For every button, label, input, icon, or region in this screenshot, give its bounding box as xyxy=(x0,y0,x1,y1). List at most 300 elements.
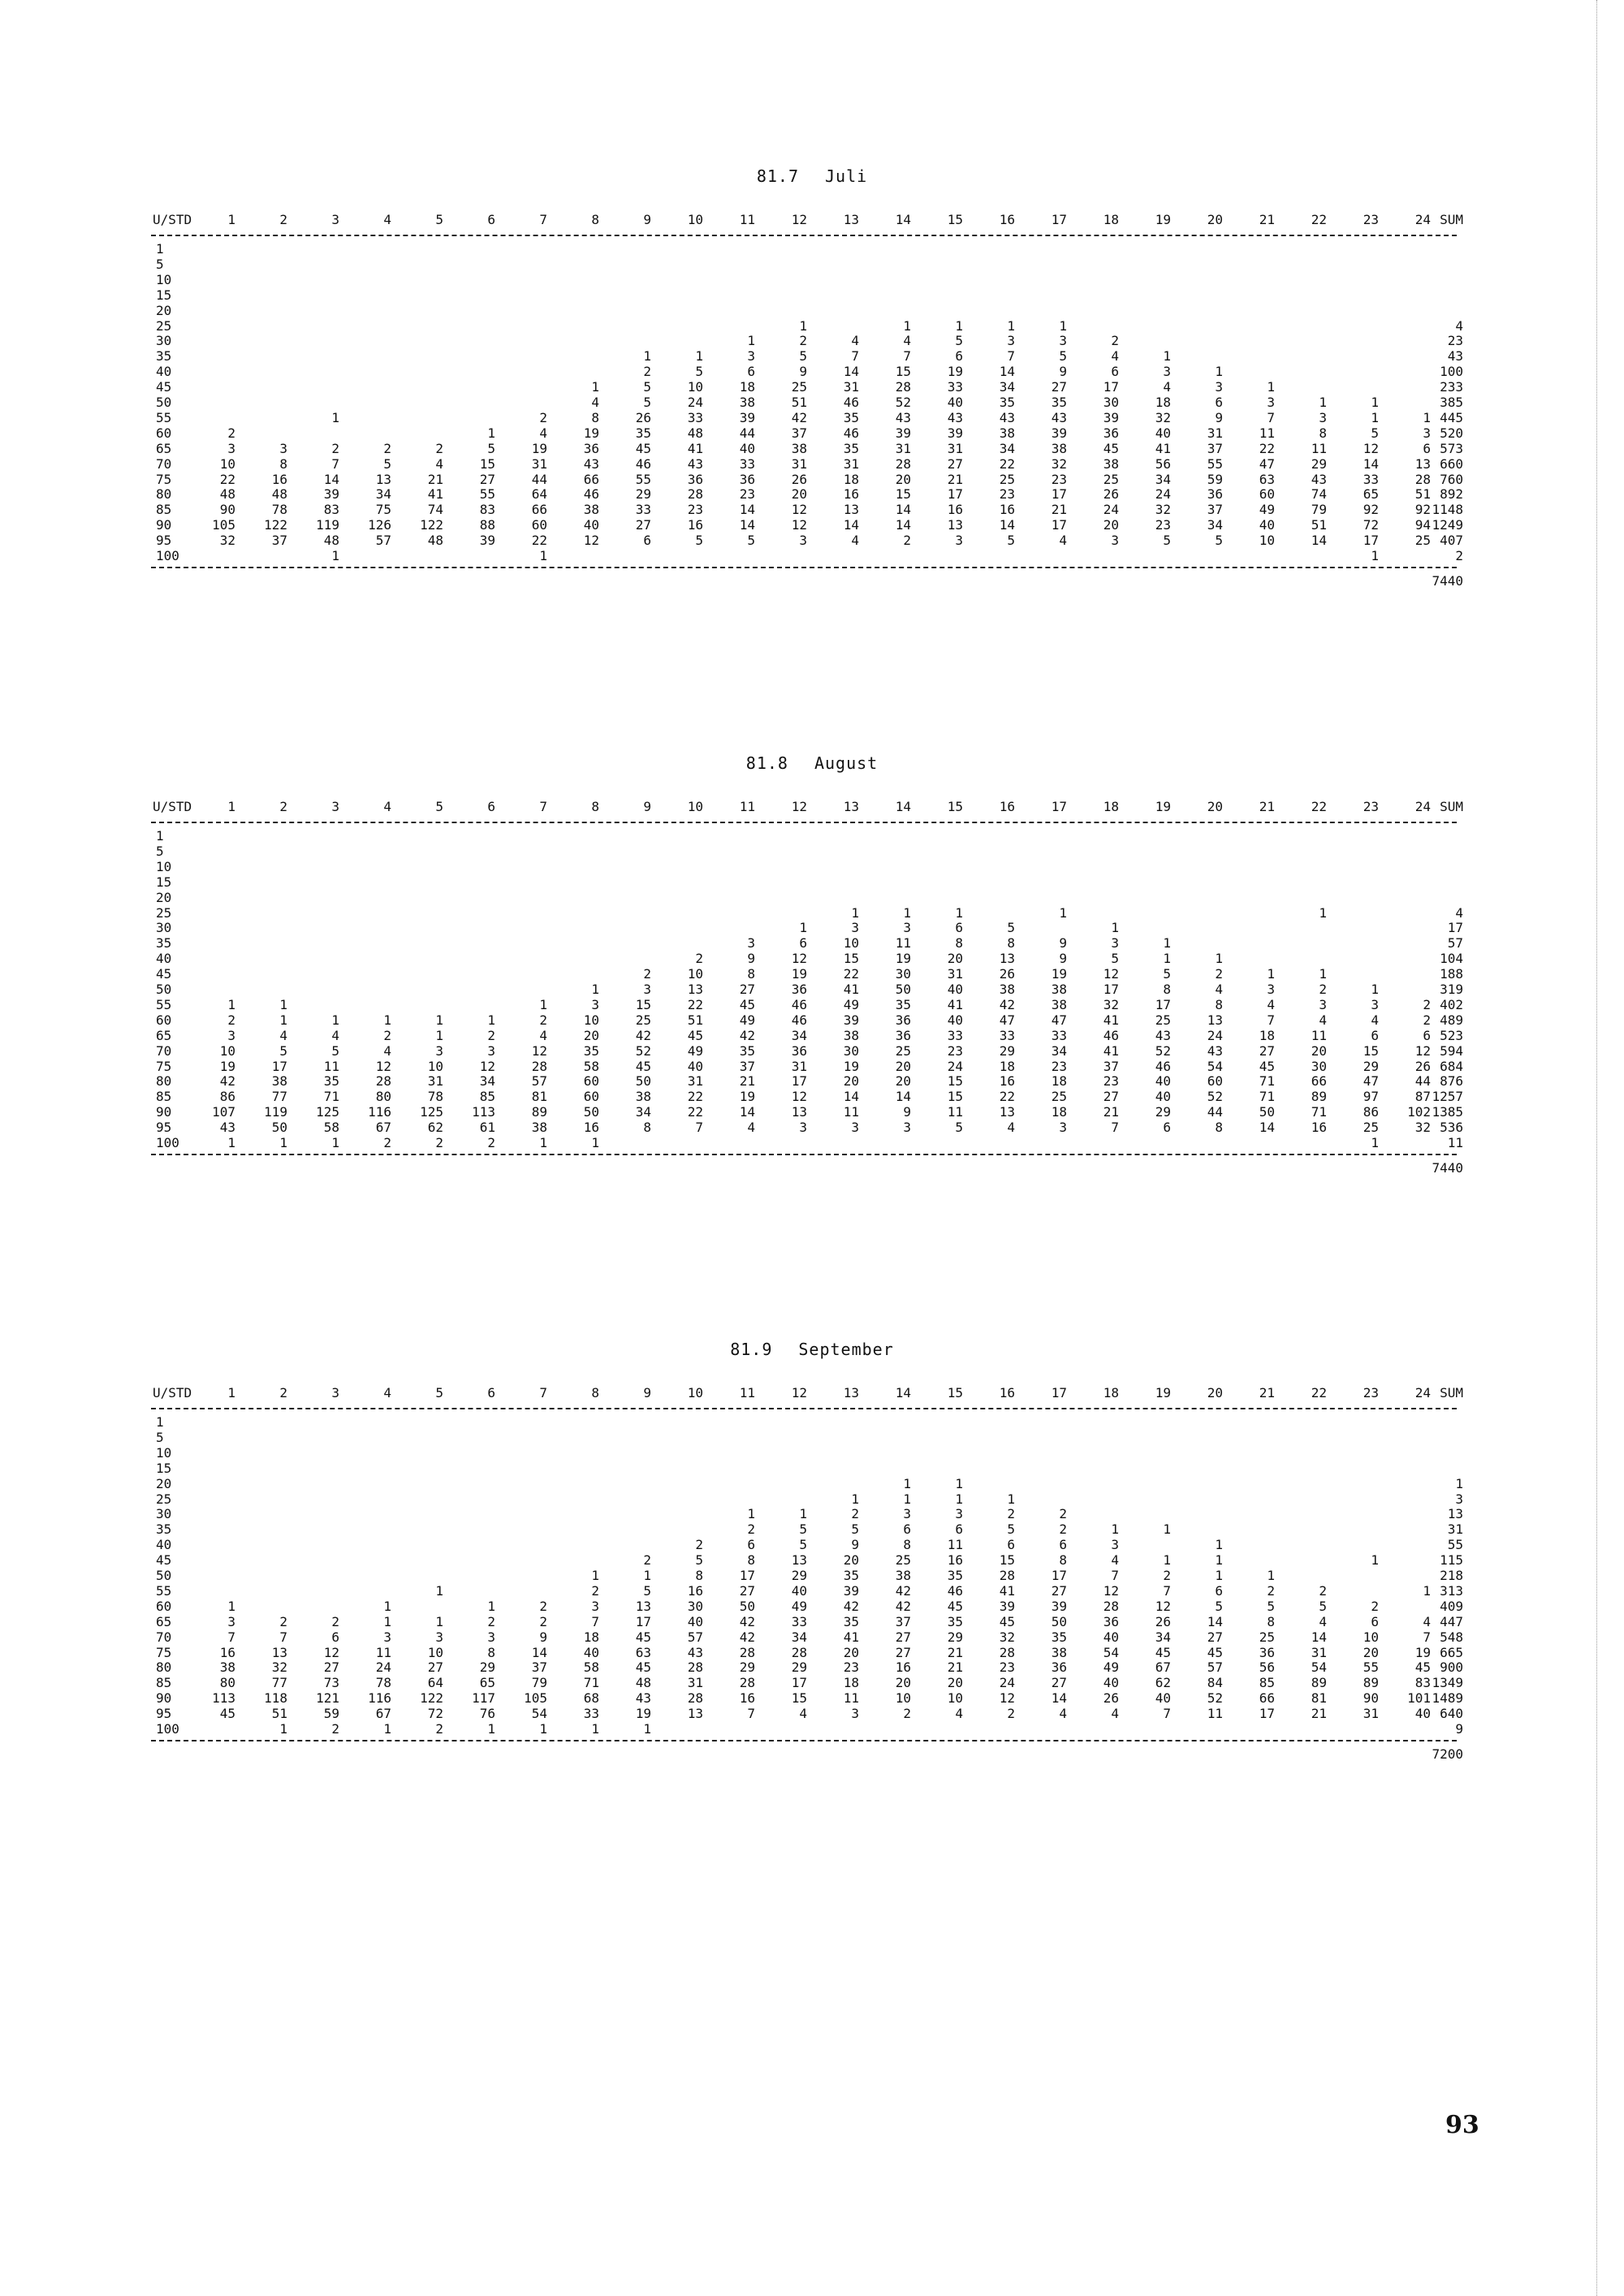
table-cell: 27 xyxy=(1051,1582,1067,1599)
table-cell: 1 xyxy=(1319,395,1327,410)
hour-header: 22 xyxy=(1311,799,1327,814)
speed-class-label: 50 xyxy=(156,982,172,997)
table-cell: 29 xyxy=(999,1042,1015,1059)
table-cell: 27 xyxy=(1051,379,1067,395)
hour-header: 19 xyxy=(1155,1385,1171,1400)
row-sum: 57 xyxy=(1447,935,1463,952)
table-cell: 60 xyxy=(583,1089,599,1105)
table-cell: 14 xyxy=(1311,533,1327,549)
table-cell: 13 xyxy=(947,517,963,533)
table-cell: 40 xyxy=(1155,1089,1171,1105)
table-cell: 7 xyxy=(747,1706,755,1722)
table-cell: 12 xyxy=(1103,1582,1119,1599)
table-cell: 17 xyxy=(791,1675,807,1691)
row-sum: 11 xyxy=(1447,1135,1463,1150)
table-cell: 3 xyxy=(383,1629,391,1645)
table-cell: 5 xyxy=(643,379,651,395)
table-cell: 26 xyxy=(1415,1058,1431,1074)
table-cell: 78 xyxy=(375,1675,391,1691)
table-cell: 51 xyxy=(271,1706,287,1722)
header-divider xyxy=(151,235,1457,236)
table-cell: 2 xyxy=(487,1027,495,1043)
table-cell: 6 xyxy=(955,920,963,936)
table-cell: 2 xyxy=(1215,966,1223,982)
table-cell: 50 xyxy=(895,982,911,997)
speed-class-label: 20 xyxy=(156,1475,172,1491)
table-cell: 46 xyxy=(791,996,807,1012)
table-cell: 4 xyxy=(1215,982,1223,997)
table-cell: 46 xyxy=(1155,1058,1171,1074)
table-cell: 18 xyxy=(843,471,859,487)
table-cell: 33 xyxy=(999,1027,1015,1043)
table-cell: 101 xyxy=(1407,1690,1431,1707)
table-cell: 42 xyxy=(739,1027,755,1043)
table-cell: 19 xyxy=(895,951,911,967)
speed-class-label: 85 xyxy=(156,502,172,518)
header-divider xyxy=(151,1408,1457,1409)
table-cell: 3 xyxy=(591,996,599,1012)
table-cell: 10 xyxy=(427,1644,443,1660)
table-cell: 31 xyxy=(791,1058,807,1074)
table-cell: 24 xyxy=(1155,486,1171,503)
table-cell: 39 xyxy=(843,1582,859,1599)
table-cell: 74 xyxy=(427,502,443,518)
hour-header: 5 xyxy=(435,212,443,227)
table-cell: 8 xyxy=(747,1552,755,1569)
table-cell: 2 xyxy=(695,951,703,967)
hour-header: 9 xyxy=(643,1385,651,1400)
table-cell: 12 xyxy=(1155,1598,1171,1614)
table-cell: 50 xyxy=(739,1598,755,1614)
table-cell: 7 xyxy=(227,1629,235,1645)
table-cell: 1 xyxy=(1319,904,1327,921)
speed-class-label: 30 xyxy=(156,333,172,349)
table-cell: 3 xyxy=(1319,996,1327,1012)
row-sum: 684 xyxy=(1440,1058,1463,1074)
table-cell: 20 xyxy=(843,1552,859,1569)
table-cell: 1 xyxy=(1215,364,1223,380)
table-cell: 36 xyxy=(1207,486,1223,503)
table-cell: 10 xyxy=(583,1012,599,1028)
table-cell: 73 xyxy=(323,1675,339,1691)
table-cell: 35 xyxy=(1051,1629,1067,1645)
table-cell: 36 xyxy=(687,471,703,487)
table-cell: 16 xyxy=(739,1690,755,1707)
table-cell: 3 xyxy=(1215,379,1223,395)
table-cell: 4 xyxy=(1111,1706,1119,1722)
hour-header: 20 xyxy=(1207,212,1223,227)
table-cell: 4 xyxy=(1267,996,1275,1012)
table-cell: 20 xyxy=(843,1644,859,1660)
table-cell: 20 xyxy=(1363,1644,1379,1660)
table-cell: 33 xyxy=(947,1027,963,1043)
table-cell: 36 xyxy=(1051,1659,1067,1676)
table-cell: 3 xyxy=(851,920,859,936)
table-cell: 37 xyxy=(1207,440,1223,456)
table-cell: 119 xyxy=(264,1104,287,1120)
table-cell: 26 xyxy=(635,409,651,425)
row-sum: 218 xyxy=(1440,1568,1463,1583)
table-cell: 14 xyxy=(843,364,859,380)
table-cell: 21 xyxy=(427,471,443,487)
table-cell: 32 xyxy=(1103,996,1119,1012)
table-cell: 12 xyxy=(791,1089,807,1105)
table-cell: 25 xyxy=(1415,533,1431,549)
row-sum: 188 xyxy=(1440,966,1463,982)
table-cell: 22 xyxy=(687,996,703,1012)
table-cell: 4 xyxy=(1163,379,1171,395)
table-cell: 29 xyxy=(947,1629,963,1645)
hour-header: 19 xyxy=(1155,212,1171,227)
table-cell: 29 xyxy=(635,486,651,503)
table-cell: 68 xyxy=(583,1690,599,1707)
footer-divider xyxy=(151,1154,1457,1155)
table-cell: 2 xyxy=(435,1135,443,1150)
table-cell: 40 xyxy=(947,1012,963,1028)
speed-class-label: 80 xyxy=(156,486,172,503)
table-cell: 28 xyxy=(375,1073,391,1090)
table-cell: 14 xyxy=(895,502,911,518)
speed-class-label: 75 xyxy=(156,471,172,487)
table-cell: 27 xyxy=(895,1629,911,1645)
row-sum: 100 xyxy=(1440,364,1463,380)
table-cell: 1 xyxy=(1111,1521,1119,1538)
table-cell: 51 xyxy=(791,395,807,410)
table-cell: 43 xyxy=(583,455,599,472)
table-cell: 18 xyxy=(843,1675,859,1691)
table-cell: 10 xyxy=(687,379,703,395)
table-cell: 86 xyxy=(1363,1104,1379,1120)
table-cell: 3 xyxy=(851,1706,859,1722)
table-cell: 12 xyxy=(375,1058,391,1074)
table-cell: 5 xyxy=(643,395,651,410)
table-cell: 1 xyxy=(851,1491,859,1507)
table-cell: 1 xyxy=(955,1491,963,1507)
table-cell: 27 xyxy=(1259,1042,1275,1059)
row-sum: 1257 xyxy=(1432,1089,1463,1105)
table-cell: 77 xyxy=(271,1089,287,1105)
table-cell: 117 xyxy=(472,1690,495,1707)
table-cell: 1 xyxy=(1267,379,1275,395)
table-cell: 11 xyxy=(1259,425,1275,441)
table-cell: 4 xyxy=(1059,533,1067,549)
table-cell: 9 xyxy=(1215,409,1223,425)
month-title xyxy=(0,166,1624,186)
table-cell: 2 xyxy=(539,1598,547,1614)
table-cell: 20 xyxy=(583,1027,599,1043)
hour-header: 22 xyxy=(1311,1385,1327,1400)
table-cell: 1 xyxy=(539,548,547,563)
speed-class-label: 10 xyxy=(156,858,172,874)
hour-header: 12 xyxy=(791,212,807,227)
speed-class-label: 90 xyxy=(156,1104,172,1120)
table-cell: 1 xyxy=(487,425,495,441)
table-cell: 3 xyxy=(903,920,911,936)
table-cell: 26 xyxy=(791,471,807,487)
table-cell: 41 xyxy=(947,996,963,1012)
table-cell: 1 xyxy=(591,1721,599,1737)
table-cell: 5 xyxy=(1319,1598,1327,1614)
table-cell: 25 xyxy=(1363,1120,1379,1136)
table-cell: 87 xyxy=(1415,1089,1431,1105)
table-cell: 14 xyxy=(999,364,1015,380)
table-cell: 25 xyxy=(1103,471,1119,487)
speed-class-label: 5 xyxy=(156,843,164,859)
table-cell: 49 xyxy=(1103,1659,1119,1676)
table-cell: 1 xyxy=(1423,409,1431,425)
table-cell: 36 xyxy=(1259,1644,1275,1660)
table-cell: 40 xyxy=(687,1058,703,1074)
table-cell: 2 xyxy=(227,1012,235,1028)
table-cell: 41 xyxy=(1103,1012,1119,1028)
hour-header: 14 xyxy=(895,799,911,814)
table-cell: 12 xyxy=(1103,966,1119,982)
table-cell: 8 xyxy=(955,935,963,952)
row-sum: 9 xyxy=(1455,1721,1463,1737)
hour-header: 23 xyxy=(1363,799,1379,814)
table-cell: 40 xyxy=(1259,517,1275,533)
hour-header: 23 xyxy=(1363,212,1379,227)
hour-header: 11 xyxy=(739,1385,755,1400)
table-cell: 4 xyxy=(435,455,443,472)
table-cell: 21 xyxy=(739,1073,755,1090)
table-cell: 15 xyxy=(895,486,911,503)
row-sum: 665 xyxy=(1440,1644,1463,1660)
table-cell: 5 xyxy=(799,348,807,365)
hour-header: 10 xyxy=(687,799,703,814)
table-cell: 17 xyxy=(1259,1706,1275,1722)
table-cell: 15 xyxy=(947,1073,963,1090)
table-cell: 1 xyxy=(227,1598,235,1614)
table-cell: 62 xyxy=(427,1120,443,1136)
table-cell: 3 xyxy=(1371,996,1379,1012)
row-sum: 2 xyxy=(1455,548,1463,563)
table-cell: 39 xyxy=(323,486,339,503)
grand-total: 7440 xyxy=(1432,572,1463,589)
table-cell: 1 xyxy=(435,1613,443,1629)
table-cell: 15 xyxy=(635,996,651,1012)
table-cell: 36 xyxy=(583,440,599,456)
table-cell: 94 xyxy=(1415,517,1431,533)
speed-class-label: 15 xyxy=(156,1460,172,1476)
table-cell: 29 xyxy=(739,1659,755,1676)
table-cell: 21 xyxy=(1051,502,1067,518)
table-cell: 20 xyxy=(947,1675,963,1691)
table-cell: 2 xyxy=(1007,1506,1015,1522)
table-cell: 4 xyxy=(279,1027,287,1043)
speed-class-label: 45 xyxy=(156,966,172,982)
table-cell: 19 xyxy=(843,1058,859,1074)
speed-class-label: 35 xyxy=(156,1521,172,1538)
table-cell: 4 xyxy=(1111,1552,1119,1569)
table-cell: 48 xyxy=(635,1675,651,1691)
month-code: 81.8 xyxy=(745,753,788,773)
speed-class-label: 30 xyxy=(156,920,172,936)
month-code: 81.9 xyxy=(730,1340,773,1359)
table-cell: 38 xyxy=(999,425,1015,441)
table-cell: 12 xyxy=(791,517,807,533)
speed-class-label: 95 xyxy=(156,533,172,549)
table-cell: 36 xyxy=(1103,425,1119,441)
table-cell: 16 xyxy=(1311,1120,1327,1136)
table-cell: 4 xyxy=(903,333,911,349)
table-cell: 35 xyxy=(1051,395,1067,410)
table-cell: 1 xyxy=(1371,1552,1379,1569)
table-cell: 1 xyxy=(435,1027,443,1043)
speed-class-label: 70 xyxy=(156,1629,172,1645)
hour-header: 3 xyxy=(331,212,339,227)
table-cell: 34 xyxy=(375,486,391,503)
table-cell: 57 xyxy=(1207,1659,1223,1676)
table-cell: 13 xyxy=(791,1552,807,1569)
table-cell: 2 xyxy=(279,1613,287,1629)
table-cell: 14 xyxy=(843,517,859,533)
table-cell: 30 xyxy=(687,1598,703,1614)
table-cell: 1 xyxy=(383,1012,391,1028)
hour-header: 20 xyxy=(1207,1385,1223,1400)
table-cell: 35 xyxy=(843,1613,859,1629)
table-cell: 118 xyxy=(264,1690,287,1707)
table-cell: 28 xyxy=(739,1675,755,1691)
hour-header: 12 xyxy=(791,799,807,814)
hour-header: 24 xyxy=(1415,212,1431,227)
table-cell: 29 xyxy=(479,1659,495,1676)
table-cell: 31 xyxy=(687,1675,703,1691)
table-cell: 46 xyxy=(843,395,859,410)
table-cell: 1 xyxy=(903,317,911,334)
footer-divider xyxy=(151,1740,1457,1741)
speed-class-label: 20 xyxy=(156,889,172,905)
table-cell: 37 xyxy=(791,425,807,441)
table-cell: 7 xyxy=(1007,348,1015,365)
month-name: August xyxy=(814,753,879,773)
row-sum: 548 xyxy=(1440,1629,1463,1645)
sum-header: SUM xyxy=(1440,212,1463,227)
table-cell: 49 xyxy=(1259,502,1275,518)
table-cell: 12 xyxy=(531,1042,547,1059)
hour-header: 1 xyxy=(227,212,235,227)
table-cell: 8 xyxy=(747,966,755,982)
table-cell: 71 xyxy=(1259,1073,1275,1090)
table-cell: 60 xyxy=(583,1073,599,1090)
hour-header: 5 xyxy=(435,799,443,814)
table-cell: 7 xyxy=(903,348,911,365)
table-cell: 3 xyxy=(227,1027,235,1043)
table-cell: 24 xyxy=(999,1675,1015,1691)
hour-header: 2 xyxy=(279,799,287,814)
table-cell: 14 xyxy=(739,1104,755,1120)
table-cell: 33 xyxy=(791,1613,807,1629)
table-cell: 5 xyxy=(1163,533,1171,549)
table-cell: 50 xyxy=(1259,1104,1275,1120)
table-cell: 58 xyxy=(583,1659,599,1676)
table-cell: 3 xyxy=(1007,333,1015,349)
table-cell: 25 xyxy=(1051,1089,1067,1105)
table-cell: 72 xyxy=(1363,517,1379,533)
table-cell: 43 xyxy=(1051,409,1067,425)
speed-class-label: 90 xyxy=(156,1690,172,1707)
table-cell: 5 xyxy=(1371,425,1379,441)
table-cell: 47 xyxy=(1051,1012,1067,1028)
table-cell: 17 xyxy=(1103,379,1119,395)
hour-header: 17 xyxy=(1051,1385,1067,1400)
table-cell: 7 xyxy=(1163,1582,1171,1599)
table-cell: 34 xyxy=(479,1073,495,1090)
table-cell: 35 xyxy=(583,1042,599,1059)
table-cell: 1 xyxy=(643,1568,651,1583)
table-cell: 5 xyxy=(799,1537,807,1553)
table-cell: 14 xyxy=(739,502,755,518)
table-cell: 83 xyxy=(479,502,495,518)
table-cell: 2 xyxy=(903,533,911,549)
speed-class-label: 35 xyxy=(156,348,172,365)
hour-header: 17 xyxy=(1051,212,1067,227)
table-cell: 2 xyxy=(1007,1706,1015,1722)
table-cell: 2 xyxy=(383,1135,391,1150)
table-cell: 85 xyxy=(479,1089,495,1105)
table-cell: 19 xyxy=(947,364,963,380)
table-cell: 26 xyxy=(1103,486,1119,503)
table-cell: 43 xyxy=(219,1120,235,1136)
table-cell: 45 xyxy=(947,1598,963,1614)
table-cell: 13 xyxy=(271,1644,287,1660)
table-cell: 39 xyxy=(999,1598,1015,1614)
table-cell: 34 xyxy=(791,1027,807,1043)
row-sum: 900 xyxy=(1440,1659,1463,1676)
table-cell: 28 xyxy=(1415,471,1431,487)
table-cell: 1 xyxy=(383,1598,391,1614)
table-cell: 5 xyxy=(747,533,755,549)
table-cell: 1 xyxy=(331,409,339,425)
table-cell: 1 xyxy=(539,1135,547,1150)
hour-header: 1 xyxy=(227,1385,235,1400)
table-cell: 51 xyxy=(1311,517,1327,533)
table-cell: 49 xyxy=(687,1042,703,1059)
table-cell: 92 xyxy=(1415,502,1431,518)
table-cell: 25 xyxy=(1259,1629,1275,1645)
speed-class-label: 40 xyxy=(156,364,172,380)
table-cell: 42 xyxy=(219,1073,235,1090)
speed-class-label: 75 xyxy=(156,1644,172,1660)
table-cell: 3 xyxy=(1423,425,1431,441)
table-cell: 40 xyxy=(791,1582,807,1599)
table-cell: 4 xyxy=(1319,1613,1327,1629)
table-cell: 10 xyxy=(1363,1629,1379,1645)
table-cell: 56 xyxy=(1259,1659,1275,1676)
table-cell: 77 xyxy=(271,1675,287,1691)
table-cell: 5 xyxy=(1163,966,1171,982)
hour-header: 9 xyxy=(643,799,651,814)
table-cell: 6 xyxy=(799,935,807,952)
table-cell: 20 xyxy=(791,486,807,503)
row-sum: 31 xyxy=(1447,1521,1463,1538)
table-cell: 45 xyxy=(635,1659,651,1676)
table-cell: 40 xyxy=(1155,425,1171,441)
month-name: Juli xyxy=(825,166,868,186)
table-cell: 11 xyxy=(947,1104,963,1120)
hour-header: 4 xyxy=(383,799,391,814)
table-cell: 13 xyxy=(635,1598,651,1614)
table-cell: 13 xyxy=(687,982,703,997)
table-cell: 1 xyxy=(591,1568,599,1583)
table-cell: 27 xyxy=(947,455,963,472)
table-cell: 4 xyxy=(851,533,859,549)
table-cell: 18 xyxy=(1051,1104,1067,1120)
table-cell: 71 xyxy=(583,1675,599,1691)
table-cell: 21 xyxy=(947,1659,963,1676)
table-cell: 6 xyxy=(747,364,755,380)
table-cell: 23 xyxy=(1103,1073,1119,1090)
